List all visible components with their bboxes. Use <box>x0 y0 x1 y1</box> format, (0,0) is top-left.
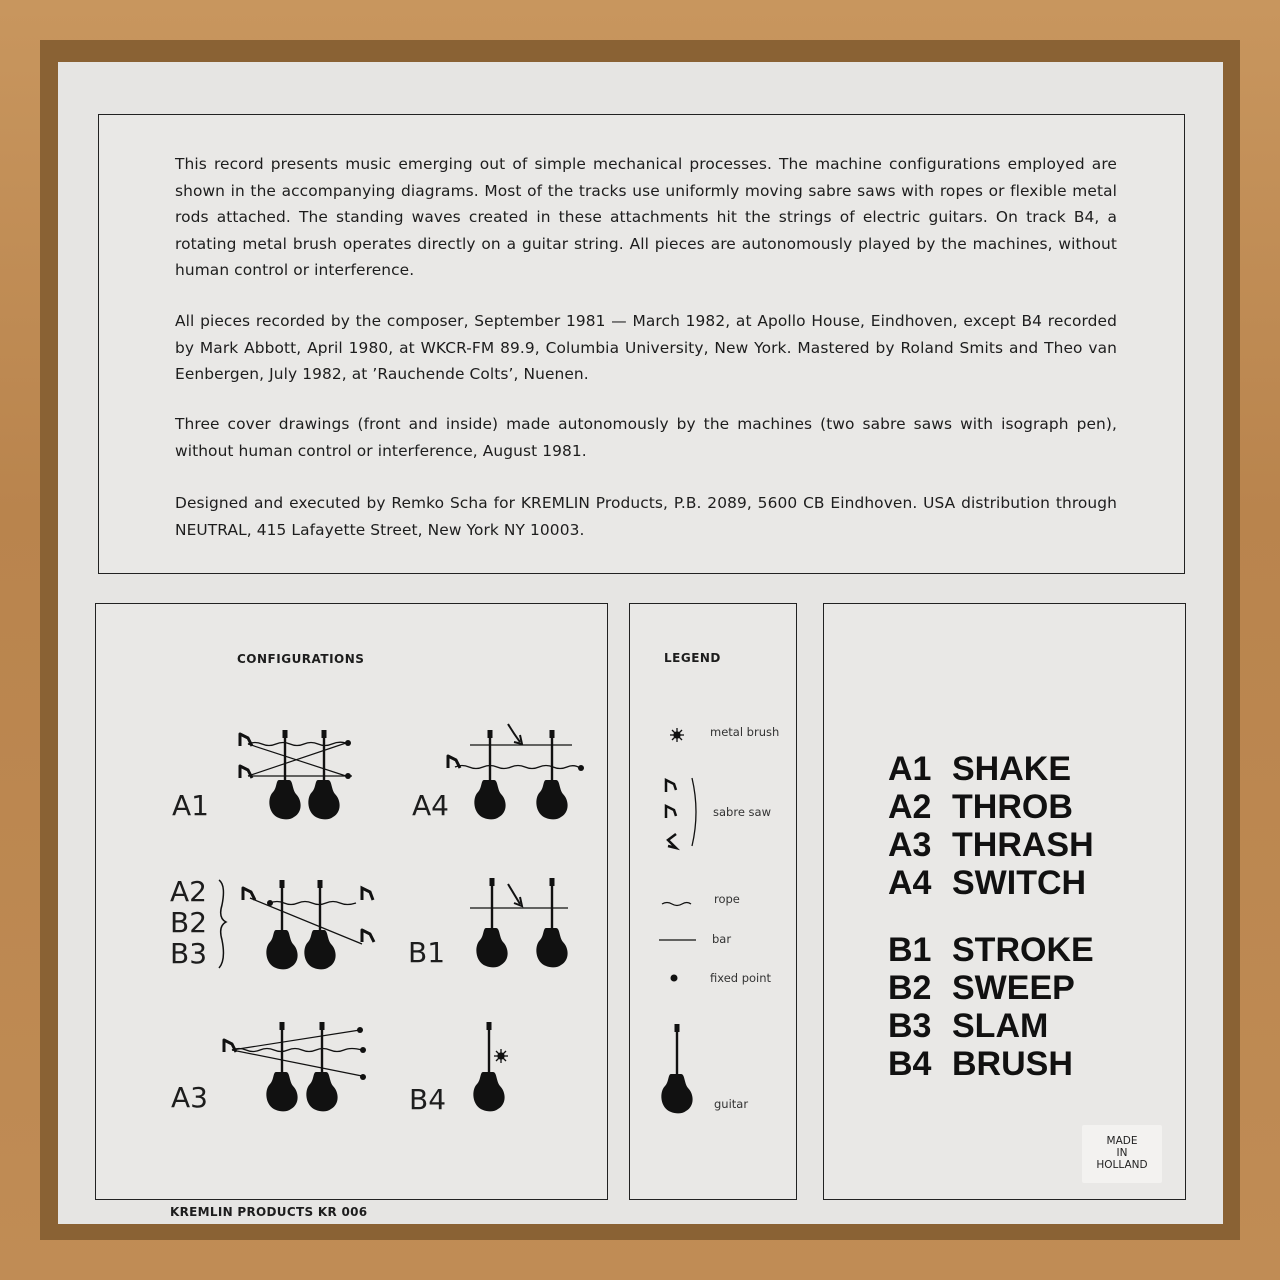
track-item: A4 SWITCH <box>888 864 1087 902</box>
rope-icon <box>662 903 691 906</box>
legend-label-guitar: guitar <box>714 1097 749 1111</box>
config-label-b3: B3 <box>170 937 208 970</box>
sabre-saw-icon <box>666 778 696 848</box>
legend-label-sabre-saw: sabre saw <box>713 805 771 819</box>
track-item: B4 BRUSH <box>888 1045 1073 1083</box>
config-label-a2: A2 <box>170 875 207 908</box>
legend-label-metal-brush: metal brush <box>710 725 780 739</box>
config-label-b4: B4 <box>409 1083 447 1116</box>
track-item: A2 THROB <box>888 788 1073 826</box>
track-item: B3 SLAM <box>888 1007 1049 1045</box>
track-item: A3 THRASH <box>888 826 1094 864</box>
config-label-a3: A3 <box>171 1081 208 1114</box>
track-item: A1 SHAKE <box>888 750 1072 788</box>
liner-paragraph-1: This record presents music emerging out of simple mechanical processes. The machine configurations employed are shown in the accompanying diagrams. Most of the tracks use uniformly moving sabre saws with ropes or flexible metal rods attached. The standing waves created in these attachments hit the strings of electric guitars. On track B4, a rotating metal brush operates directly on a guitar string. All pieces are autonomously played by the machines, without human control or interference. <box>175 155 1117 279</box>
config-label-a1: A1 <box>172 789 209 822</box>
config-label-a4: A4 <box>412 789 449 822</box>
made-in-holland-sticker: MADE IN HOLLAND <box>1082 1125 1162 1183</box>
configurations-heading: CONFIGURATIONS <box>237 652 365 666</box>
track-item: B2 SWEEP <box>888 969 1075 1007</box>
legend-heading: LEGEND <box>664 651 721 665</box>
fixed-point-icon <box>671 975 678 982</box>
legend-label-rope: rope <box>714 892 740 906</box>
catalog-number: KREMLIN PRODUCTS KR 006 <box>170 1205 368 1219</box>
config-label-b1: B1 <box>408 936 446 969</box>
track-item: B1 STROKE <box>888 931 1094 969</box>
side-a-track-list <box>888 750 1094 902</box>
config-label-b2: B2 <box>170 906 208 939</box>
liner-paragraph-3: Three cover drawings (front and inside) made autonomously by the machines (two sabre saws with isograph pen), without human control or interference, August 1981. <box>175 415 1117 460</box>
guitar-icon <box>661 1024 692 1113</box>
side-b-track-list <box>888 931 1094 1083</box>
legend-label-bar: bar <box>712 932 732 946</box>
liner-paragraph-2: All pieces recorded by the composer, September 1981 — March 1982, at Apollo House, Eindhoven, except B4 recorded by Mark Abbott, April 1980, at WKCR-FM 89.9, Columbia University, New York. Mastered by Roland Smits and Theo van Eenbergen, July 1982, at ’Rauchende Colts’, Nuenen. <box>175 312 1117 383</box>
metal-brush-icon <box>670 728 684 742</box>
legend-label-fixed-point: fixed point <box>710 971 772 985</box>
liner-paragraph-4: Designed and executed by Remko Scha for KREMLIN Products, P.B. 2089, 5600 CB Eindhoven. USA distribution through NEUTRAL, 415 Lafayette Street, New York NY 10003. <box>175 494 1117 539</box>
